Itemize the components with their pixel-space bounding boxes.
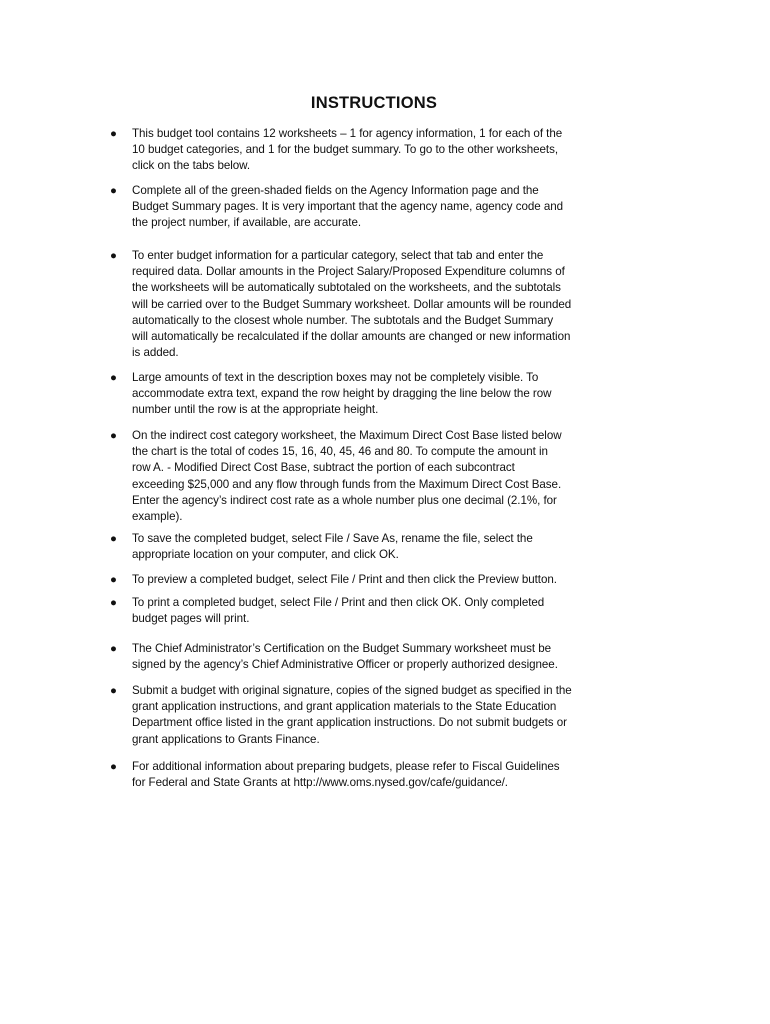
bullet-icon: ●: [110, 250, 117, 262]
bullet-icon: ●: [110, 185, 117, 197]
bullet-icon: ●: [110, 372, 117, 384]
bullet-icon: ●: [110, 128, 117, 140]
bullet-icon: ●: [110, 685, 117, 697]
instruction-text: The Chief Administrator’s Certification on the Budget Summary worksheet must be signed by the agency’s Chief Administrative Officer or properly authorized designee.: [132, 642, 558, 672]
instruction-text: To preview a completed budget, select File / Print and then click the Preview button.: [132, 573, 557, 586]
instruction-text: On the indirect cost category worksheet, the Maximum Direct Cost Base listed below the chart is the total of codes 15, 16, 40, 45, 46 and 80. To compute the amount in row A. - Modified Direct Cost Base, subtract the portion of each subcontract exceeding $25,000 and any flow through funds from the Maximum Direct Cost Base. Enter the agency’s indirect cost rate as a whole number plus one decimal (2.1%, for example).: [132, 429, 562, 524]
bullet-icon: ●: [110, 533, 117, 545]
instruction-text: Large amounts of text in the description boxes may not be completely visible. To accommodate extra text, expand the row height by dragging the line below the row number until the row is at the appropriate height.: [132, 371, 552, 417]
bullet-icon: ●: [110, 761, 117, 773]
instruction-text: To save the completed budget, select File / Save As, rename the file, select the appropriate location on your computer, and click OK.: [132, 532, 533, 562]
bullet-icon: ●: [110, 643, 117, 655]
instruction-text: This budget tool contains 12 worksheets – 1 for agency information, 1 for each of the 10 budget categories, and 1 for the budget summary. To go to the other worksheets, click on the tabs below.: [132, 127, 563, 173]
instruction-text: To print a completed budget, select File / Print and then click OK. Only completed budget pages will print.: [132, 596, 545, 626]
page-title: INSTRUCTIONS: [310, 94, 438, 112]
instruction-text: For additional information about preparing budgets, please refer to Fiscal Guidelines for Federal and State Grants at http://www.oms.nysed.gov/cafe/guidance/.: [132, 760, 560, 790]
bullet-icon: ●: [110, 597, 117, 609]
bullet-icon: ●: [110, 574, 117, 586]
instruction-text: To enter budget information for a particular category, select that tab and enter the required data. Dollar amounts in the Project Salary/Proposed Expenditure columns of the worksheets will be automatically subtotaled on the worksheets, and the subtotals will be carried over to the Budget Summary worksheet. Dollar amounts will be rounded automatically to the closest whole number. The subtotals and the Budget Summary will automatically be recalculated if the dollar amounts are changed or new information is added.: [132, 249, 572, 360]
instruction-text: Submit a budget with original signature, copies of the signed budget as specified in the grant application instructions, and grant application materials to the State Education Department office listed in the grant application instructions. Do not submit budgets or grant applications to Grants Finance.: [132, 684, 572, 746]
instruction-text: Complete all of the green-shaded fields on the Agency Information page and the Budget Summary pages. It is very important that the agency name, agency code and the project number, if available, are accurate.: [132, 184, 564, 230]
bullet-icon: ●: [110, 430, 117, 442]
